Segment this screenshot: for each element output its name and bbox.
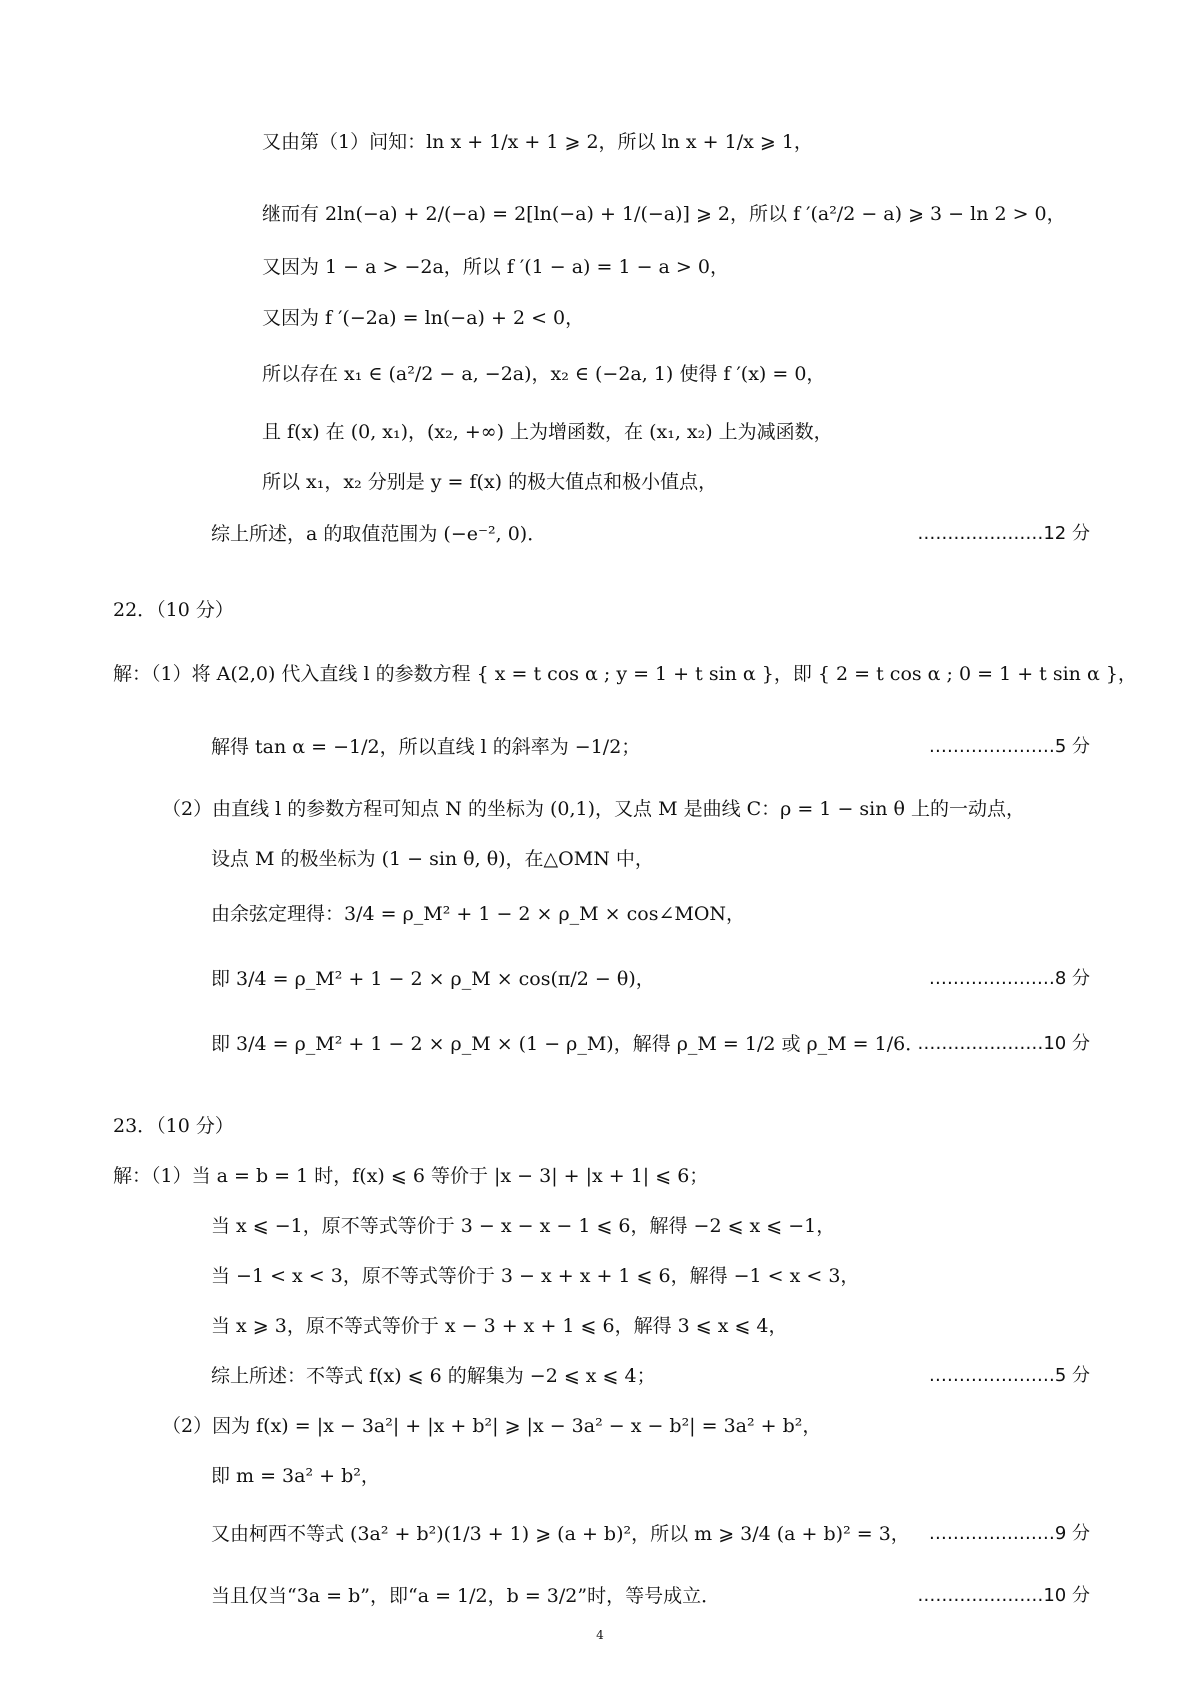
q22-line-2: 解得 tan α = −1/2，所以直线 l 的斜率为 −1/2； xyxy=(211,736,641,758)
q21-line-6: 且 f(x) 在 (0, x₁)，(x₂, +∞) 上为增函数，在 (x₁, x₂) 上为减函数， xyxy=(262,421,833,443)
q22-line-7: 即 3/4 = ρ_M² + 1 − 2 × ρ_M × (1 − ρ_M)，解得 ρ_M = 1/2 或 ρ_M = 1/6． xyxy=(211,1033,925,1055)
q22-line-4: 设点 M 的极坐标为 (1 − sin θ, θ)，在△OMN 中， xyxy=(211,848,654,870)
q22-line-6: 即 3/4 = ρ_M² + 1 − 2 × ρ_M × cos(π/2 − θ)， xyxy=(211,968,655,990)
q23-line-7: 即 m = 3a² + b²， xyxy=(211,1465,380,1487)
q21-score-12: …………………12 分 xyxy=(917,523,1090,544)
q22-line-5: 由余弦定理得：3/4 = ρ_M² + 1 − 2 × ρ_M × cos∠MON， xyxy=(211,903,746,925)
q21-line-3: 又因为 1 − a > −2a，所以 f ′(1 − a) = 1 − a > 0， xyxy=(262,256,729,278)
q23-line-4: 当 x ⩾ 3，原不等式等价于 x − 3 + x + 1 ⩽ 6，解得 3 ⩽ x ⩽ 4， xyxy=(211,1315,788,1337)
q23-score-5: …………………5 分 xyxy=(928,1365,1090,1386)
q22-line-1: 解：（1）将 A(2,0) 代入直线 l 的参数方程 { x = t cos α ; y = 1 + t sin α }，即 { 2 = t cos α ; 0 = 1 + t sin α }， xyxy=(113,663,1137,685)
q23-line-6: （2）因为 f(x) = |x − 3a²| + |x + b²| ⩾ |x − 3a² − x − b²| = 3a² + b²， xyxy=(162,1415,822,1437)
q22-score-5: …………………5 分 xyxy=(928,736,1090,757)
q23-line-5: 综上所述：不等式 f(x) ⩽ 6 的解集为 −2 ⩽ x ⩽ 4； xyxy=(211,1365,656,1387)
q23-line-9: 当且仅当“3a = b”，即“a = 1/2，b = 3/2”时，等号成立． xyxy=(211,1585,721,1607)
q21-line-5: 所以存在 x₁ ∈ (a²/2 − a, −2a)，x₂ ∈ (−2a, 1) 使得 f ′(x) = 0， xyxy=(262,363,826,385)
page-number: 4 xyxy=(596,1628,604,1642)
q23-score-9: …………………9 分 xyxy=(928,1523,1090,1544)
q23-heading: 23．（10 分） xyxy=(113,1115,234,1137)
q21-line-7: 所以 x₁，x₂ 分别是 y = f(x) 的极大值点和极小值点， xyxy=(262,471,718,493)
q22-heading: 22．（10 分） xyxy=(113,599,234,621)
q23-line-8: 又由柯西不等式 (3a² + b²)(1/3 + 1) ⩾ (a + b)²，所以 m ⩾ 3/4 (a + b)² = 3， xyxy=(211,1523,910,1545)
q21-line-2: 继而有 2ln(−a) + 2/(−a) = 2[ln(−a) + 1/(−a)] ⩾ 2，所以 f ′(a²/2 − a) ⩾ 3 − ln 2 > 0， xyxy=(262,203,1066,225)
q21-line-1: 又由第（1）问知：ln x + 1/x + 1 ⩾ 2，所以 ln x + 1/x ⩾ 1， xyxy=(262,131,813,153)
q22-line-3: （2）由直线 l 的参数方程可知点 N 的坐标为 (0,1)，又点 M 是曲线 C：ρ = 1 − sin θ 上的一动点， xyxy=(162,798,1025,820)
q22-score-8: …………………8 分 xyxy=(928,968,1090,989)
q23-line-1: 解：（1）当 a = b = 1 时，f(x) ⩽ 6 等价于 |x − 3| + |x + 1| ⩽ 6； xyxy=(113,1165,709,1187)
q23-line-2: 当 x ⩽ −1，原不等式等价于 3 − x − x − 1 ⩽ 6，解得 −2 ⩽ x ⩽ −1， xyxy=(211,1215,836,1237)
q21-line-4: 又因为 f ′(−2a) = ln(−a) + 2 < 0， xyxy=(262,307,585,329)
q23-line-3: 当 −1 < x < 3，原不等式等价于 3 − x + x + 1 ⩽ 6，解得 −1 < x < 3， xyxy=(211,1265,860,1287)
q22-score-10: …………………10 分 xyxy=(917,1033,1090,1054)
q21-line-8: 综上所述，a 的取值范围为 (−e⁻², 0)． xyxy=(211,523,547,545)
q23-score-10: …………………10 分 xyxy=(917,1585,1090,1606)
